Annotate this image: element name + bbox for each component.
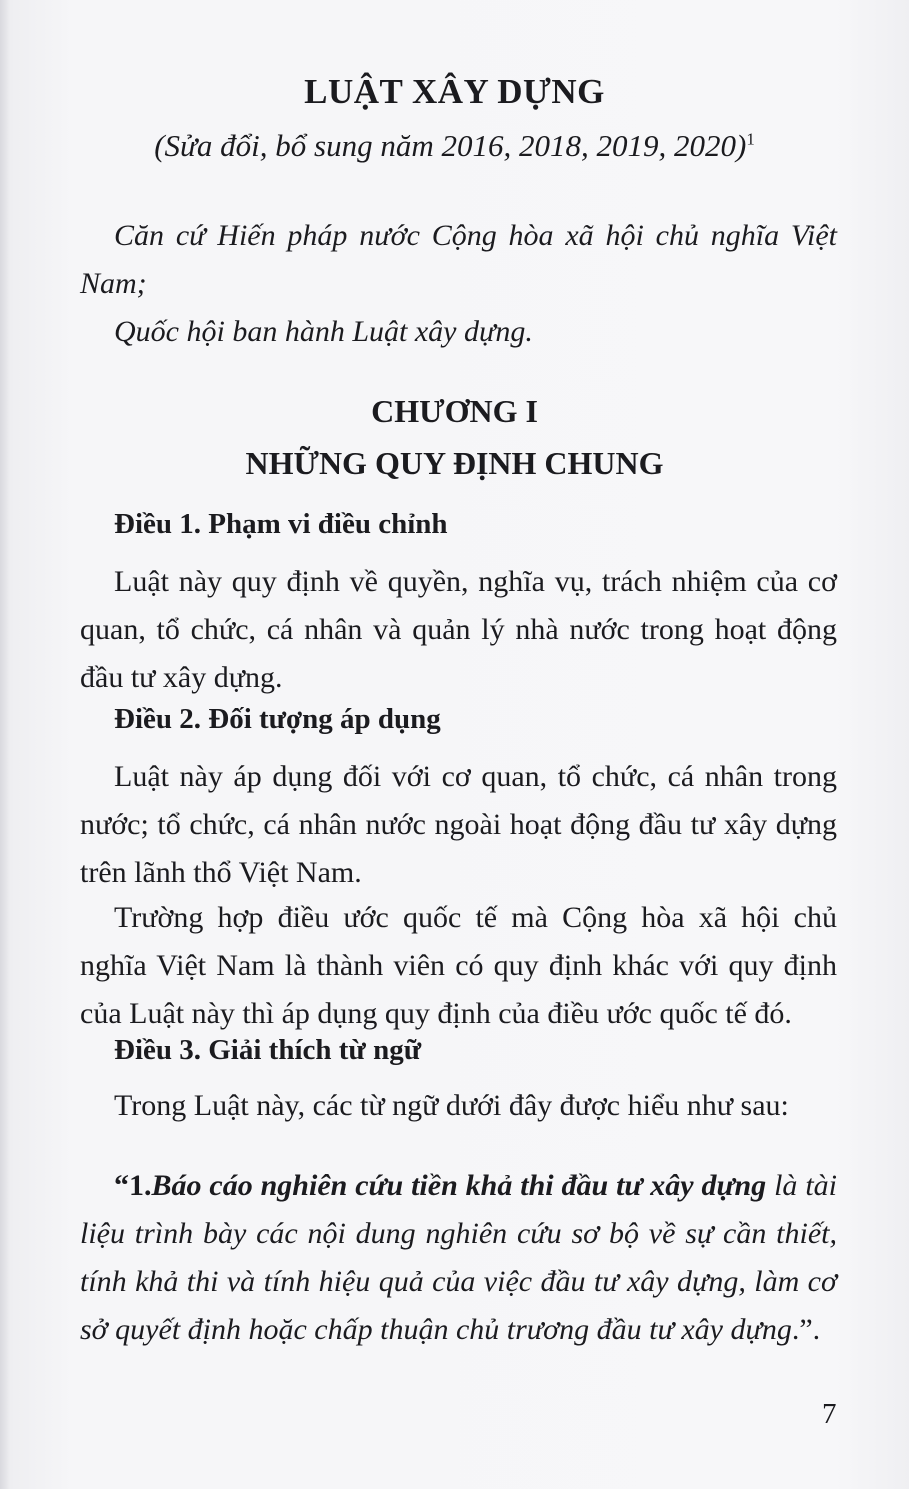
chapter-title: NHỮNG QUY ĐỊNH CHUNG [245,445,664,481]
item-1-closing: .”. [791,1313,821,1346]
page-spine-shadow [0,0,10,1489]
item-1-definition: là tài liệu trình bày các nội dung nghiên cứu sơ bộ về sự cần thiết, tính khả thi và tính hiệu quả của việc đầu tư xây dựng, làm cơ sở quyết định hoặc chấp thuận chủ trương đầu tư xây dựng [80,1169,837,1346]
footnote-marker: 1 [746,129,755,149]
item-1-term: Báo cáo nghiên cứu tiền khả thi đầu tư xây dựng [151,1169,767,1202]
article-1-title: Điều 1. Phạm vi điều chỉnh [114,508,448,540]
item-1-number: “1. [114,1169,152,1202]
law-title: LUẬT XÂY DỰNG [304,72,605,111]
article-3-intro: Trong Luật này, các từ ngữ dưới đây được hiểu như sau: [114,1089,789,1122]
law-subtitle [0,128,909,164]
article-2-paragraph-2: Trường hợp điều ước quốc tế mà Cộng hòa xã hội chủ nghĩa Việt Nam là thành viên có quy định khác với quy định của Luật này thì áp dụng quy định của điều ước quốc tế đó. [80,901,837,1030]
article-2-title: Điều 2. Đối tượng áp dụng [114,703,441,735]
preamble-enactment: Quốc hội ban hành Luật xây dựng. [114,315,533,348]
article-2-paragraph-1: Luật này áp dụng đối với cơ quan, tổ chức, cá nhân trong nước; tổ chức, cá nhân nước ngoài hoạt động đầu tư xây dựng trên lãnh thổ Việt Nam. [80,760,837,889]
preamble-basis: Căn cứ Hiến pháp nước Cộng hòa xã hội chủ nghĩa Việt Nam; [80,219,837,300]
page-number: 7 [822,1398,837,1430]
article-1-text: Luật này quy định về quyền, nghĩa vụ, trách nhiệm của cơ quan, tổ chức, cá nhân và quản lý nhà nước trong hoạt động đầu tư xây dựng. [80,565,837,694]
article-3-item-1 [80,1162,837,1354]
article-3-title: Điều 3. Giải thích từ ngữ [114,1034,422,1066]
subtitle-text: (Sửa đổi, bổ sung năm 2016, 2018, 2019, 2020) [154,128,747,163]
chapter-number: CHƯƠNG I [371,393,538,429]
